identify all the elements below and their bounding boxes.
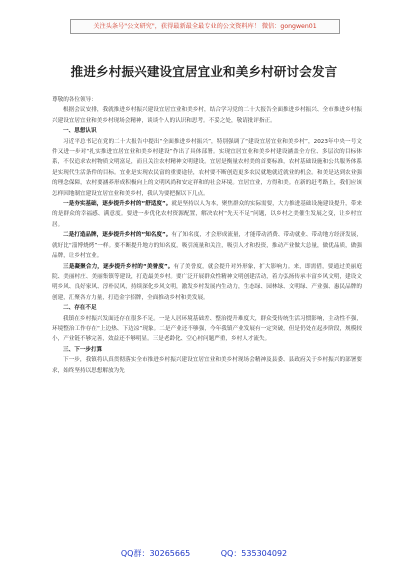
- point-3-lead: 三是凝聚合力，逐步提升乡村的“美誉度”。: [63, 263, 174, 270]
- footer-contacts: [0, 548, 408, 559]
- document-body: [52, 95, 362, 376]
- section-heading-2: 二、存在不足: [63, 305, 97, 312]
- section3-paragraph: 下一步，我镇将认真贯彻落实全市推进乡村振兴建设宜居宜业和美乡村现场会精神及县委、县政府关于乡村振兴的部署要求，始终坚持以思想解放为先: [52, 357, 362, 374]
- section1-paragraph: 习近平总书记在党的二十大报告中提出“全面推进乡村振兴”，特别强调了“建设宜居宜业和美乡村”，2023年中央一号文件又进一步对“扎实推进宜居宜业和美乡村建设”作出了具体部署。实现宜居宜业和美乡村建设涵盖全方位、多层次的目标体系，不仅追求农村物质文明富足，而且关注农村精神文明建设。宜居是衡量农村美的首要标准，农村基础设施和公共服务体系是实现代生活条件的目标。宜业是实现农民富的重要途径，农村要不断创造更多农民就地就近就业的机会。和美是达到农业强的理念保障，农村要涵养形成积极向上的文明风尚和安定祥和的社会环境。宜居宜业，方得和美。在新的赶考路上，我们应该怎样因地制宜建设宜居宜业和美乡村，我认为要把握以下几点。: [52, 138, 362, 197]
- point-1-lead: 一是夯实基础，逐步提升乡村的“舒适度”。: [63, 201, 172, 208]
- point-2-text: 有了知名度，才会形成流量，才能带动消费、带动就业、带动地方经济发展，就好比“淄博烧烤”一样。要不断提升地方的知名度，吸引流量和关注，吸引人才和投资，推动产业做大总量，做优品质，做强品牌，让乡村宜业。: [52, 232, 362, 260]
- footer-qq: QQ：535304092: [220, 549, 288, 558]
- point-1-text: 就是坚持以人为本，聚焦群众的实际需要，大力推进基础设施建设提升，带来的是群众的幸福感、满意度。要进一步优化农村资源配置，解决农村“先天不足”问题，以乡村之美催生发展之变，让乡村宜居。: [52, 201, 362, 228]
- point-1-paragraph: [52, 199, 362, 230]
- point-2-lead: 二是打造品牌，逐步提升乡村的“知名度”。: [63, 232, 172, 239]
- promo-banner: 关注头条号"公文研究"，获得最新最全最专业的公文资料库！ 微信：gongwen01: [70, 19, 340, 34]
- intro-paragraph: 根据会议安排，我就推进乡村振兴建设宜居宜业和美乡村，结合学习党的二十大报告全面推进乡村振兴、全市推进乡村振兴建设宜居宜业和美乡村现场会精神，谈谈个人的认识和思考。不妥之处，敬请批评指正。: [52, 107, 362, 124]
- point-3-text: 有了美誉度，就会提升对外形象，扩大影响力。来，即需借，要通过美丽庭院、美丽村庄、美丽集镇等建设，打造最美乡村。要广泛开展群众性精神文明创建活动，着力弘扬传承丰富乡风文明，建设文明乡风、良好家风、淳朴民风，持续深化乡风文明，激发乡村发展内生动力，生态绿、园林绿、文明绿、产业强、惠民品牌的创建，汇聚各方力量，打造金字招牌，全面推动乡村和美发展。: [52, 263, 362, 301]
- footer-qq-group: QQ群：30265665: [120, 549, 191, 558]
- salutation: 尊敬的各位领导：: [52, 97, 97, 103]
- point-2-paragraph: [52, 230, 362, 261]
- section2-paragraph: 我镇在乡村振兴发面还存在很多不足。一是人居环境基础差、整治提升难度大，群众受传统生活习惯影响，主动性不强，环境整治工作存在“上边热、下边凉”现象。二是产业还不够强，今年我镇产业发展有一定突破，但是仍处在起步阶段，规模较小，产业链不够完善，效益还不够明显。三是老龄化、空心村问题严重，乡村人才流失。: [52, 315, 362, 343]
- point-3-paragraph: [52, 262, 362, 304]
- document-title: 推进乡村振兴建设宜居宜业和美乡村研讨会发言: [70, 64, 338, 79]
- section-heading-1: 一、思想认识: [63, 128, 97, 135]
- section-heading-3: 三、下一步打算: [63, 346, 103, 353]
